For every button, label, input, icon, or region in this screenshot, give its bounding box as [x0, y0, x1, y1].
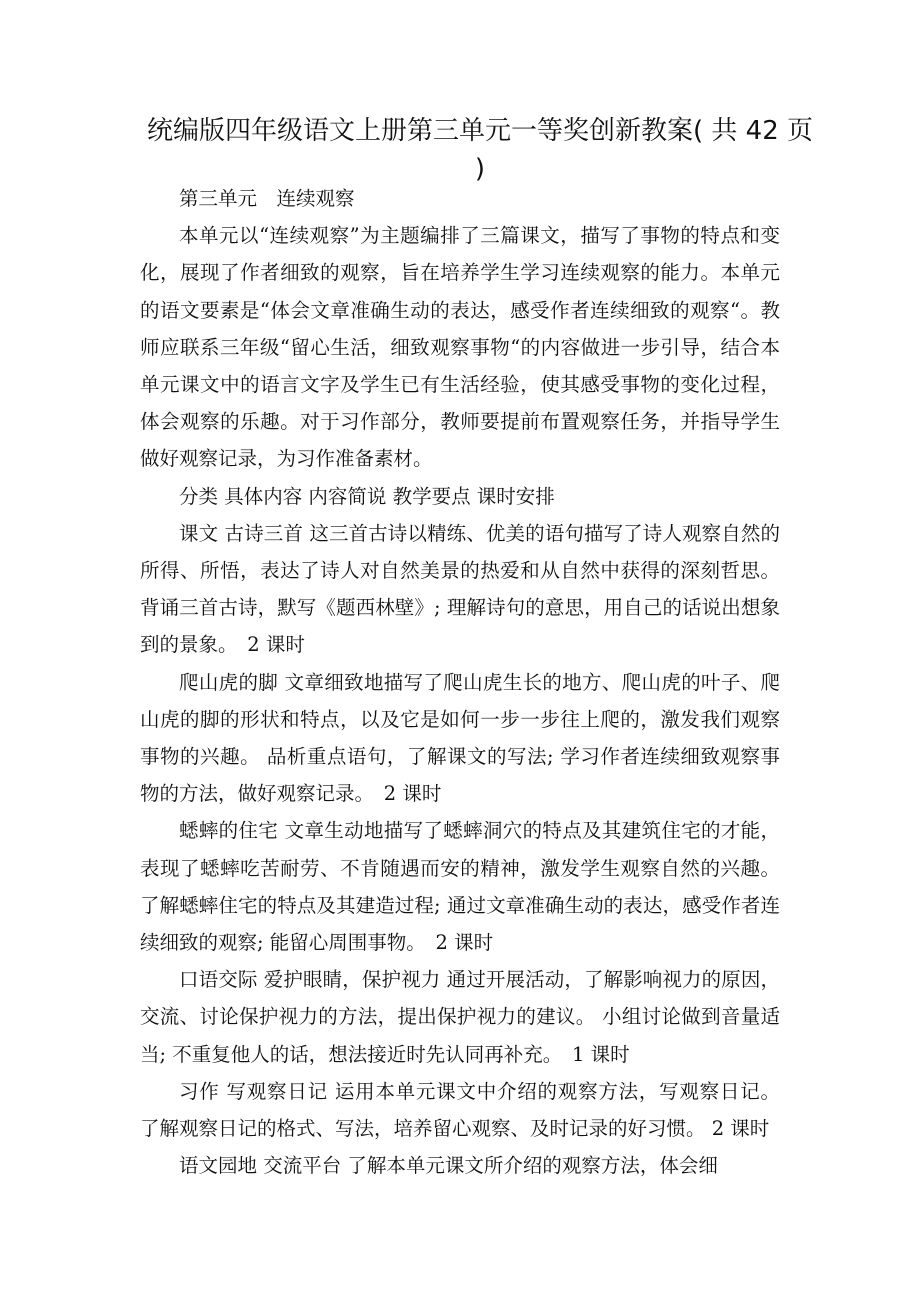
lesson-row-writing: 习作 写观察日记 运用本单元课文中介绍的观察方法，写观察日记。 了解观察日记的格式、写法，培养留心观察、及时记录的好习惯。 2 课时 [140, 1079, 780, 1141]
lesson-row-creeper-feet: 爬山虎的脚 文章细致地描写了爬山虎生长的地方、爬山虎的叶子、爬山虎的脚的形状和特点，以及它是如何一步一步往上爬的，激发我们观察事物的兴趣。 品析重点语句，了解课文的写法; 学习作者连续细致观察事物的方法，做好观察记录。 2 课时 [140, 670, 780, 806]
unit-heading: 第三单元 连续观察 [179, 187, 355, 210]
document-body [140, 180, 780, 1184]
document-title: 统编版四年级语文上册第三单元一等奖创新教案( 共 42 页 ) [146, 116, 814, 184]
table-header-row: 分类 具体内容 内容简说 教学要点 课时安排 [179, 484, 555, 508]
lesson-row-language-garden: 语文园地 交流平台 了解本单元课文所介绍的观察方法，体会细 [179, 1154, 718, 1178]
lesson-row-cricket-house: 蟋蟀的住宅 文章生动地描写了蟋蟀洞穴的特点及其建筑住宅的才能，表现了蟋蟀吃苦耐劳、不肯随遇而安的精神，激发学生观察自然的兴趣。 了解蟋蟀住宅的特点及其建造过程; 通过文章准确生动的表达，感受作者连续细致的观察; 能留心周围事物。 2 课时 [140, 819, 780, 955]
unit-intro-paragraph: 本单元以“连续观察”为主题编排了三篇课文，描写了事物的特点和变化，展现了作者细致的观察，旨在培养学生学习连续观察的能力。本单元的语文要素是“体会文章准确生动的表达，感受作者连续细致的观察“。教师应联系三年级“留心生活，细致观察事物“的内容做进一步引导，结合本单元课文中的语言文字及学生已有生活经验，使其感受事物的变化过程，体会观察的乐趣。对于习作部分，教师要提前布置观察任务，并指导学生做好观察记录，为习作准备素材。 [140, 224, 780, 471]
lesson-row-oral-communication: 口语交际 爱护眼睛，保护视力 通过开展活动，了解影响视力的原因，交流、讨论保护视力的方法，提出保护视力的建议。 小组讨论做到音量适当; 不重复他人的话，想法接近时先认同再补充。 1 课时 [140, 968, 780, 1066]
lesson-row-ancient-poems: 课文 古诗三首 这三首古诗以精练、优美的语句描写了诗人观察自然的所得、所悟，表达了诗人对自然美景的热爱和从自然中获得的深刻哲思。 背诵三首古诗，默写《题西林壁》; 理解诗句的意思，用自己的话说出想象到的景象。 2 课时 [140, 521, 780, 657]
